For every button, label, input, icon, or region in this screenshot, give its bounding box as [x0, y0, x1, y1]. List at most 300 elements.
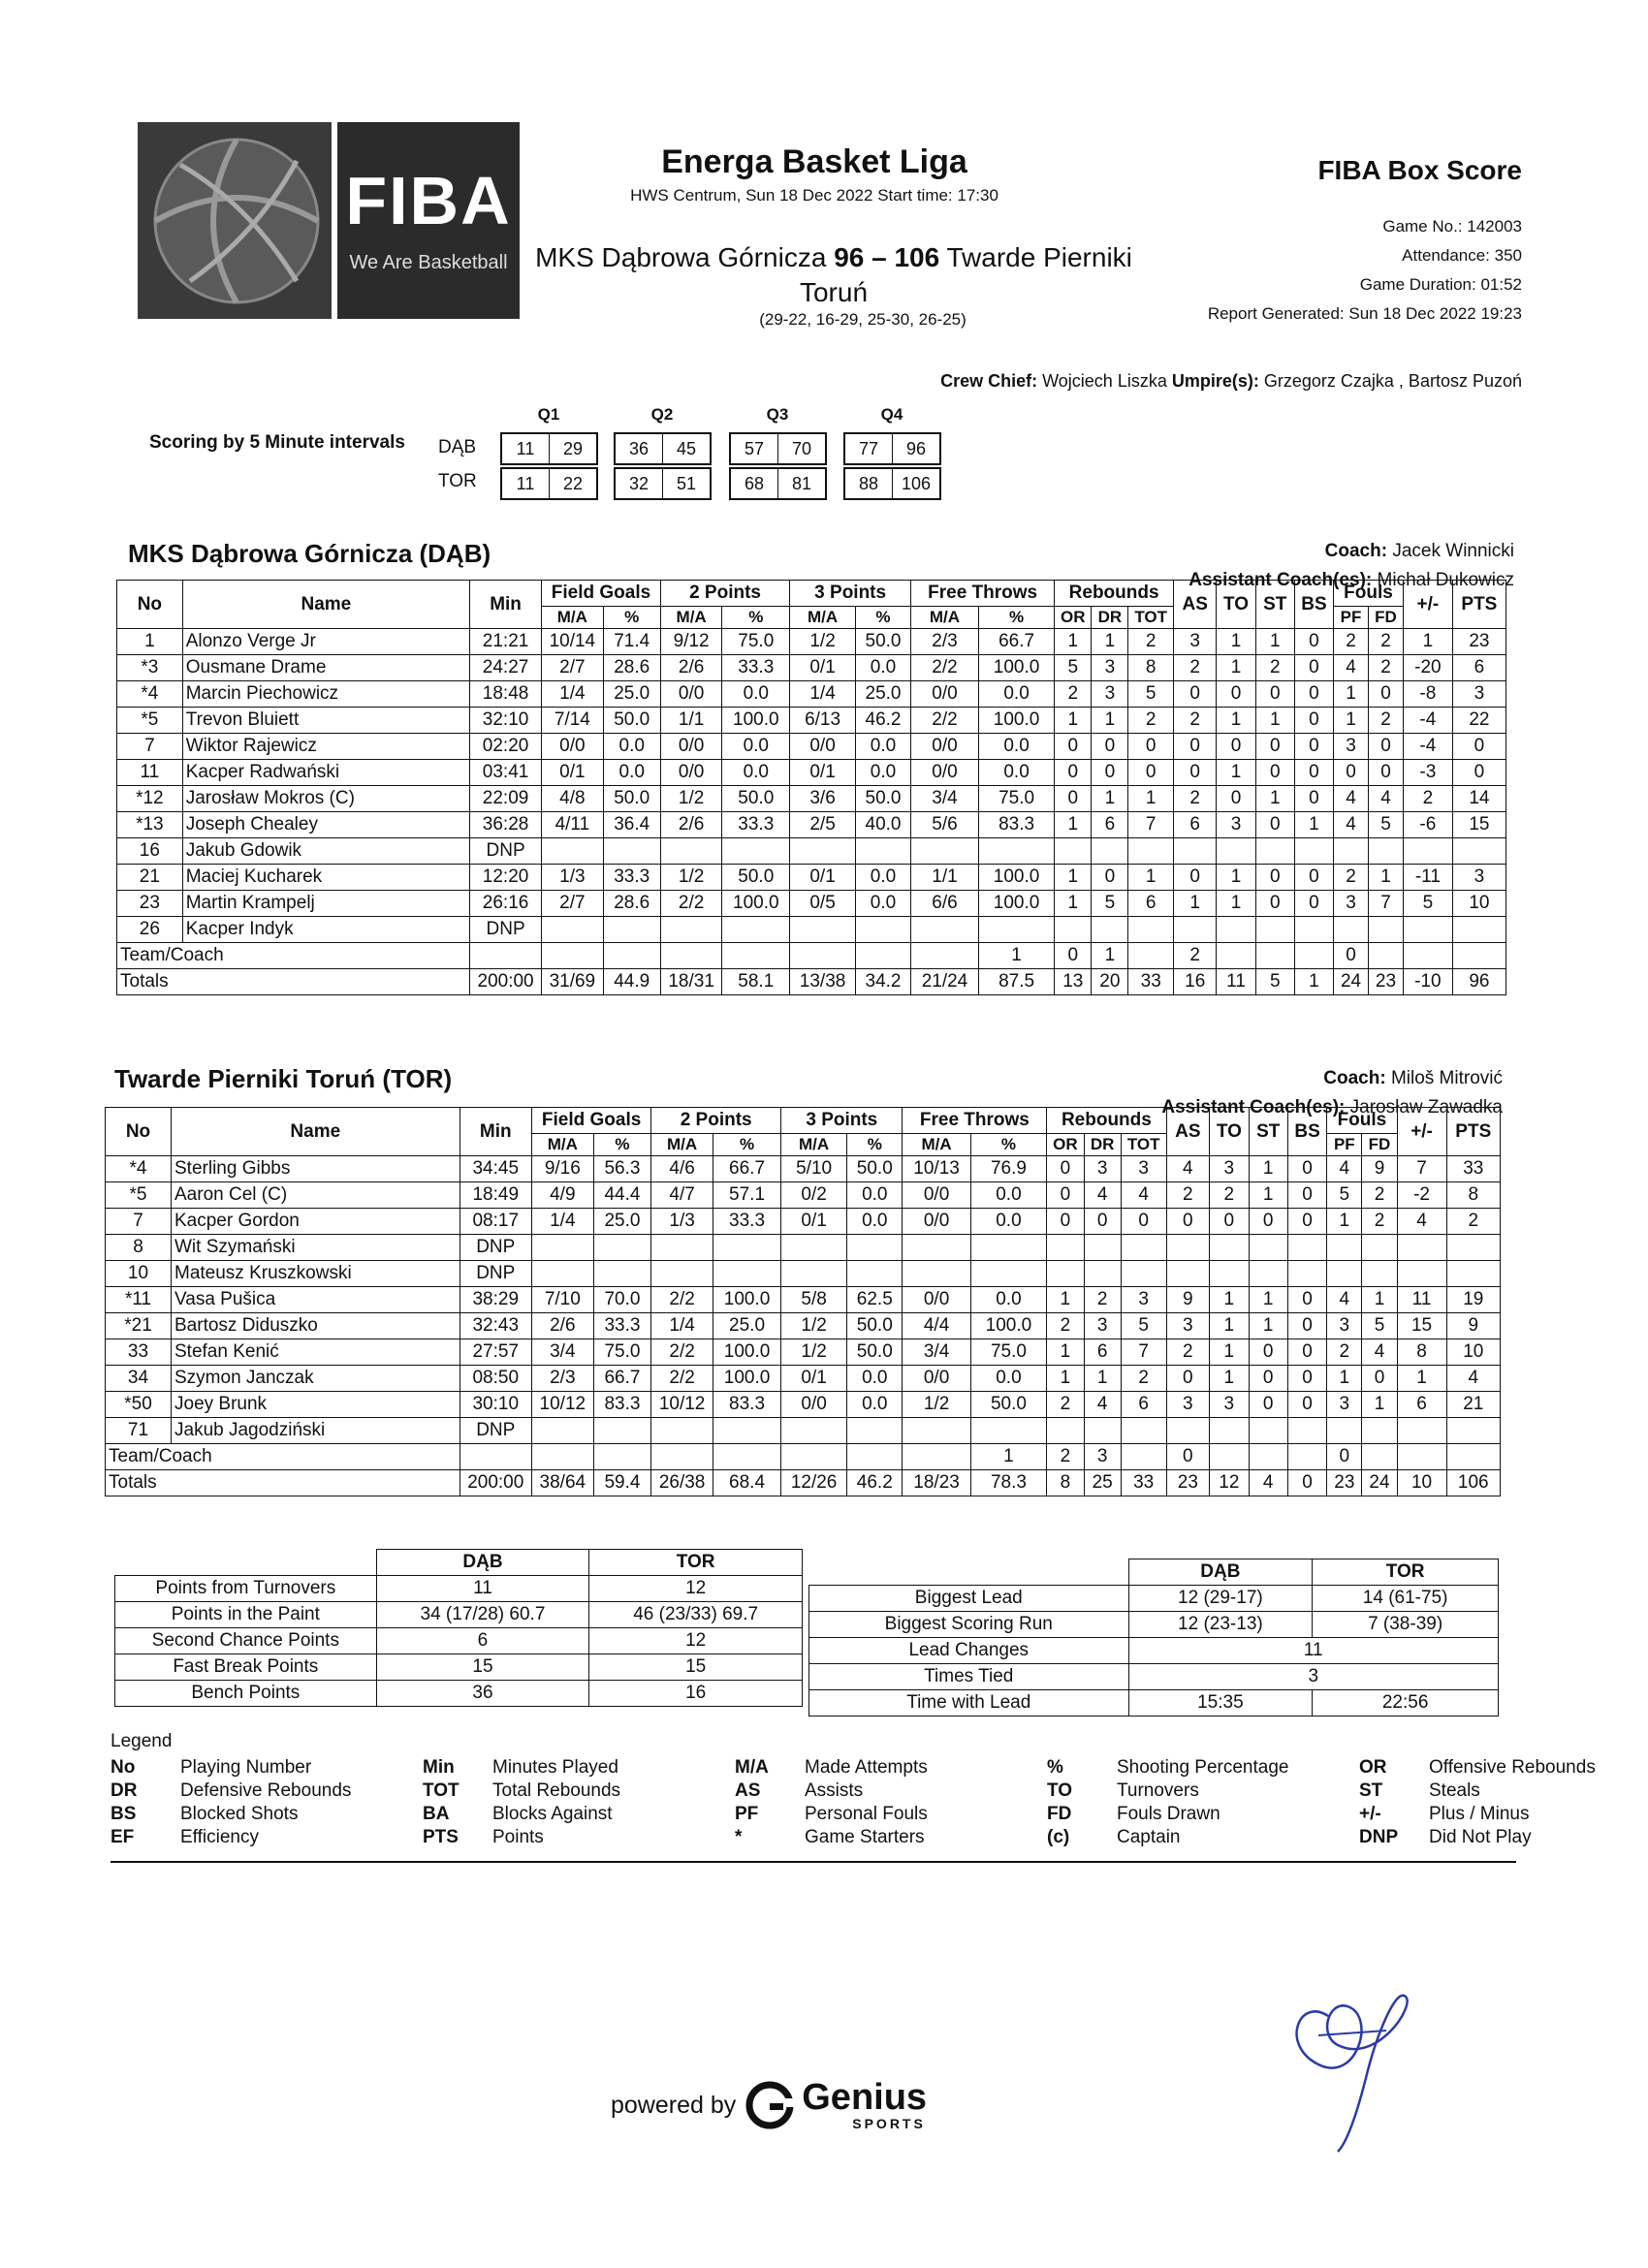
interval-box: [614, 432, 712, 465]
cell: 0: [1369, 681, 1404, 708]
match-line-1: MKS Dąbrowa Górnicza 96 – 106 Twarde Pierniki: [535, 242, 1132, 272]
cell: 11: [117, 760, 183, 786]
cell: 2: [1362, 1182, 1397, 1209]
team1-box-score: [116, 580, 1506, 995]
team1-title: MKS Dąbrowa Górnicza (DĄB): [128, 539, 491, 568]
cell: 2: [1128, 629, 1174, 655]
cell: Kacper Indyk: [182, 917, 469, 943]
cell: 23: [117, 891, 183, 917]
cell: 10/14: [542, 629, 603, 655]
cell: 0: [1287, 1392, 1326, 1418]
cell: 0/0: [903, 1366, 970, 1392]
cell: [1369, 838, 1404, 865]
cell: [1055, 838, 1092, 865]
cell: 1/1: [911, 865, 979, 891]
legend-item: ST Steals: [1359, 1780, 1480, 1801]
cell: 3: [1452, 865, 1505, 891]
cell: 2/2: [911, 708, 979, 734]
crew-chief: Wojciech Liszka: [1042, 371, 1167, 391]
cell: 4: [1397, 1209, 1446, 1235]
interval-value: 88: [858, 474, 879, 493]
cell: -4: [1403, 708, 1452, 734]
cell: 0/1: [781, 1366, 847, 1392]
cell: 50.0: [970, 1392, 1047, 1418]
cell: 100.0: [978, 708, 1054, 734]
cell: 1: [1210, 1287, 1249, 1313]
interval-box: [729, 467, 827, 500]
cell: *11: [106, 1287, 172, 1313]
cell: Jakub Jagodziński: [172, 1418, 460, 1444]
cell: 1: [1128, 786, 1174, 812]
genius-logo-icon: [745, 2081, 794, 2129]
cell: Sterling Gibbs: [172, 1156, 460, 1182]
cell: 2: [1166, 1339, 1210, 1366]
cell: 1: [1055, 629, 1092, 655]
cell: 4: [1121, 1182, 1166, 1209]
cell: 3: [1173, 629, 1216, 655]
cell: 0/1: [790, 760, 856, 786]
cell: 1: [1255, 708, 1294, 734]
cell: 2: [1327, 1339, 1362, 1366]
cell: 0/0: [903, 1182, 970, 1209]
cell: 6: [1452, 655, 1505, 681]
cell: 5: [1092, 891, 1128, 917]
cell: 7/14: [542, 708, 603, 734]
cell: 1: [1249, 1182, 1287, 1209]
cell: 9: [1362, 1156, 1397, 1182]
cell: 2/2: [911, 655, 979, 681]
cell: 1: [1128, 865, 1174, 891]
cell: 5: [1369, 812, 1404, 838]
interval-value: 70: [777, 434, 825, 463]
cell: 1: [1255, 786, 1294, 812]
cell: 32:43: [460, 1313, 531, 1339]
cell: 9/12: [660, 629, 721, 655]
player-row: [106, 1209, 1501, 1235]
cell: DNP: [460, 1418, 531, 1444]
cell: 5: [1121, 1313, 1166, 1339]
cell: 75.0: [593, 1339, 651, 1366]
cell: 38:29: [460, 1287, 531, 1313]
legend-item: DNP Did Not Play: [1359, 1827, 1532, 1847]
cell: 10: [1452, 891, 1505, 917]
player-row: [117, 708, 1506, 734]
cell: 6: [1084, 1339, 1121, 1366]
cell: 0/0: [790, 734, 856, 760]
cell: 9: [1446, 1313, 1500, 1339]
interval-value: 45: [662, 434, 710, 463]
player-row: [106, 1392, 1501, 1418]
cell: 6: [1397, 1392, 1446, 1418]
cell: 1: [1403, 629, 1452, 655]
league-title: Energa Basket Liga: [661, 143, 967, 180]
legend-item: Min Minutes Played: [423, 1757, 618, 1778]
cell: 4/9: [531, 1182, 593, 1209]
interval-value: 22: [549, 469, 596, 498]
interval-value: 68: [744, 474, 765, 493]
cell: 3: [1452, 681, 1505, 708]
cell: 0: [1092, 734, 1128, 760]
cell: Kacper Radwański: [182, 760, 469, 786]
cell: 2/7: [542, 891, 603, 917]
cell: 57.1: [713, 1182, 780, 1209]
cell: Jakub Gdowik: [182, 838, 469, 865]
cell: [1047, 1261, 1084, 1287]
cell: [1294, 917, 1333, 943]
cell: 0: [1210, 1209, 1249, 1235]
cell: 2: [1128, 708, 1174, 734]
report-generated: Report Generated: Sun 18 Dec 2022 19:23: [1207, 304, 1522, 323]
cell: 3/4: [903, 1339, 970, 1366]
cell: [1452, 917, 1505, 943]
cell: 0.0: [847, 1392, 903, 1418]
player-row: [106, 1339, 1501, 1366]
cell: 1/4: [531, 1209, 593, 1235]
cell: 27:57: [460, 1339, 531, 1366]
header-row-2: M/A % M/A % M/A % M/A % OR DR TOT PF FD: [117, 607, 1506, 629]
cell: Mateusz Kruszkowski: [172, 1261, 460, 1287]
player-row: [117, 891, 1506, 917]
legend-item: (c) Captain: [1047, 1827, 1181, 1847]
cell: 0.0: [847, 1209, 903, 1235]
cell: [1166, 1235, 1210, 1261]
cell: [1121, 1235, 1166, 1261]
cell: 1: [1047, 1366, 1084, 1392]
cell: *13: [117, 812, 183, 838]
team2-assistant: Assistant Coach(es): Jarosław Zawadka: [1161, 1097, 1503, 1118]
cell: [1047, 1235, 1084, 1261]
cell: DNP: [460, 1261, 531, 1287]
game-number: Game No.: 142003: [1382, 217, 1522, 236]
cell: 1/4: [651, 1313, 713, 1339]
cell: 0: [1055, 760, 1092, 786]
player-row: [106, 1182, 1501, 1209]
cell: 0: [1249, 1339, 1287, 1366]
cell: 0: [1166, 1366, 1210, 1392]
interval-value: 106: [892, 469, 939, 498]
cell: 0: [1287, 1313, 1326, 1339]
cell: [722, 838, 790, 865]
cell: *4: [117, 681, 183, 708]
cell: 0: [1294, 629, 1333, 655]
cell: [790, 917, 856, 943]
cell: [1173, 917, 1216, 943]
cell: -3: [1403, 760, 1452, 786]
cell: 0: [1334, 760, 1369, 786]
cell: 1: [1210, 1339, 1249, 1366]
cell: [1294, 838, 1333, 865]
cell: 1: [1249, 1156, 1287, 1182]
cell: 0/5: [790, 891, 856, 917]
cell: 50.0: [847, 1339, 903, 1366]
interval-team-2: TOR: [438, 471, 477, 491]
totals-row: Totals 200:00 31/69 44.9 18/31 58.1 13/38 34.2 21/24 87.5 13 20 33 16 11 5 1 24 23 -10 96: [117, 969, 1506, 995]
cell: 3: [1092, 681, 1128, 708]
cell: 5: [1055, 655, 1092, 681]
cell: 1: [1092, 786, 1128, 812]
cell: 2: [1173, 708, 1216, 734]
cell: [1249, 1235, 1287, 1261]
cell: 5/8: [781, 1287, 847, 1313]
cell: 33.3: [722, 655, 790, 681]
cell: 0: [1287, 1339, 1326, 1366]
cell: [1084, 1235, 1121, 1261]
cell: [855, 838, 910, 865]
cell: [1446, 1235, 1500, 1261]
cell: 71.4: [603, 629, 660, 655]
cell: [1397, 1261, 1446, 1287]
cell: DNP: [460, 1235, 531, 1261]
header-row-1: No Name Min Field Goals 2 Points 3 Points Free Throws Rebounds AS TO ST BS Fouls +/- PTS: [117, 581, 1506, 607]
cell: 4: [1327, 1156, 1362, 1182]
cell: 1: [1327, 1209, 1362, 1235]
interval-q-label: Q1: [537, 405, 560, 424]
cell: 0: [1452, 760, 1505, 786]
interval-value: 51: [662, 469, 710, 498]
cell: Aaron Cel (C): [172, 1182, 460, 1209]
cell: 0: [1287, 1156, 1326, 1182]
cell: 4: [1084, 1182, 1121, 1209]
cell: 10: [1446, 1339, 1500, 1366]
cell: [1403, 917, 1452, 943]
legend-item: TO Turnovers: [1047, 1780, 1199, 1801]
cell: [911, 917, 979, 943]
cell: [1362, 1261, 1397, 1287]
cell: 1: [1217, 708, 1255, 734]
team2-title: Twarde Pierniki Toruń (TOR): [114, 1064, 453, 1093]
legend: [111, 1756, 1596, 1863]
cell: 3: [1084, 1156, 1121, 1182]
cell: 22:09: [470, 786, 542, 812]
cell: 0.0: [855, 655, 910, 681]
cell: 4: [1362, 1339, 1397, 1366]
cell: Vasa Pušica: [172, 1287, 460, 1313]
cell: [781, 1235, 847, 1261]
player-row: [117, 865, 1506, 891]
cell: 2: [1334, 865, 1369, 891]
cell: [531, 1261, 593, 1287]
cell: [847, 1235, 903, 1261]
cell: 21: [1446, 1392, 1500, 1418]
cell: 2/3: [911, 629, 979, 655]
interval-team-1: DĄB: [438, 437, 477, 457]
cell: 0: [1255, 681, 1294, 708]
cell: [713, 1261, 780, 1287]
cell: 2: [1446, 1209, 1500, 1235]
cell: 3: [1334, 734, 1369, 760]
cell: 9: [1166, 1287, 1210, 1313]
cell: [660, 838, 721, 865]
legend-title: Legend: [111, 1731, 173, 1751]
cell: 2: [1369, 708, 1404, 734]
cell: 0.0: [970, 1287, 1047, 1313]
team-coach-row: Team/Coach 1 0 1 2 0: [117, 943, 1506, 969]
cell: 1: [1047, 1339, 1084, 1366]
cell: 1/4: [542, 681, 603, 708]
legend-column: [423, 1756, 715, 1849]
cell: 0: [1249, 1209, 1287, 1235]
cell: 1: [1334, 681, 1369, 708]
legend-item: AS Assists: [735, 1780, 864, 1801]
cell: 0.0: [978, 760, 1054, 786]
cell: 0.0: [722, 760, 790, 786]
cell: 0: [1055, 734, 1092, 760]
cell: 2/2: [651, 1339, 713, 1366]
logo-tagline: We Are Basketball: [349, 252, 508, 273]
legend-item: * Game Starters: [735, 1827, 925, 1847]
cell: 6: [1092, 812, 1128, 838]
cell: 44.4: [593, 1182, 651, 1209]
cell: 1: [1210, 1366, 1249, 1392]
cell: 4/8: [542, 786, 603, 812]
cell: 66.7: [593, 1366, 651, 1392]
cell: 0: [1287, 1182, 1326, 1209]
cell: 4/6: [651, 1156, 713, 1182]
cell: [1327, 1261, 1362, 1287]
cell: 0/2: [781, 1182, 847, 1209]
cell: 100.0: [978, 655, 1054, 681]
cell: 46.2: [855, 708, 910, 734]
cell: 3: [1166, 1313, 1210, 1339]
cell: 5: [1128, 681, 1174, 708]
team-stats-row: Points in the Paint 34 (17/28) 60.7 46 (23/33) 69.7: [115, 1602, 803, 1628]
cell: [1446, 1261, 1500, 1287]
cell: 0: [1166, 1209, 1210, 1235]
cell: [542, 917, 603, 943]
cell: [531, 1235, 593, 1261]
cell: 100.0: [713, 1287, 780, 1313]
cell: Maciej Kucharek: [182, 865, 469, 891]
cell: 8: [1128, 655, 1174, 681]
intervals-label: Scoring by 5 Minute intervals: [149, 432, 405, 453]
cell: [1055, 917, 1092, 943]
cell: 100.0: [970, 1313, 1047, 1339]
interval-q-label: Q3: [766, 405, 789, 424]
cell: 1: [1084, 1366, 1121, 1392]
cell: [651, 1418, 713, 1444]
cell: [1446, 1418, 1500, 1444]
cell: [1217, 917, 1255, 943]
cell: [1084, 1418, 1121, 1444]
cell: [1255, 838, 1294, 865]
cell: 0.0: [970, 1366, 1047, 1392]
cell: [1403, 838, 1452, 865]
match-title: [514, 240, 1154, 310]
cell: 100.0: [978, 865, 1054, 891]
cell: 3: [1327, 1313, 1362, 1339]
cell: 6/13: [790, 708, 856, 734]
cell: 100.0: [713, 1339, 780, 1366]
cell: 1: [1397, 1366, 1446, 1392]
player-row: [106, 1313, 1501, 1339]
cell: 18:48: [470, 681, 542, 708]
cell: 0: [1255, 734, 1294, 760]
cell: 11: [1397, 1287, 1446, 1313]
cell: 2/6: [660, 655, 721, 681]
cell: 0.0: [855, 734, 910, 760]
cell: 0/0: [911, 734, 979, 760]
cell: Trevon Bluiett: [182, 708, 469, 734]
cell: 1: [1173, 891, 1216, 917]
cell: Kacper Gordon: [172, 1209, 460, 1235]
cell: Bartosz Diduszko: [172, 1313, 460, 1339]
logo-brand: FIBA: [345, 163, 512, 238]
cell: 4: [1334, 655, 1369, 681]
cell: [1327, 1235, 1362, 1261]
cell: 0: [1255, 812, 1294, 838]
cell: [1255, 917, 1294, 943]
cell: 5/10: [781, 1156, 847, 1182]
cell: 34:45: [460, 1156, 531, 1182]
cell: 7: [117, 734, 183, 760]
cell: 62.5: [847, 1287, 903, 1313]
cell: 3: [1210, 1156, 1249, 1182]
player-row: [117, 760, 1506, 786]
cell: 2: [1047, 1392, 1084, 1418]
team-stats-row: Second Chance Points 6 12: [115, 1628, 803, 1654]
cell: DNP: [470, 838, 542, 865]
cell: [903, 1418, 970, 1444]
cell: 2: [1369, 629, 1404, 655]
player-row: [117, 838, 1506, 865]
cell: 0/1: [781, 1209, 847, 1235]
cell: *21: [106, 1313, 172, 1339]
cell: 0: [1255, 891, 1294, 917]
cell: Joey Brunk: [172, 1392, 460, 1418]
cell: [651, 1235, 713, 1261]
cell: -6: [1403, 812, 1452, 838]
cell: 1: [1055, 708, 1092, 734]
header-row-2: M/A % M/A % M/A % M/A % OR DR TOT PF FD: [106, 1134, 1501, 1156]
cell: 8: [1397, 1339, 1446, 1366]
cell: 19: [1446, 1287, 1500, 1313]
interval-value: 57: [744, 439, 765, 458]
cell: [1173, 838, 1216, 865]
cell: [593, 1261, 651, 1287]
cell: 5/6: [911, 812, 979, 838]
cell: 50.0: [855, 629, 910, 655]
cell: 83.3: [593, 1392, 651, 1418]
cell: [1287, 1235, 1326, 1261]
cell: [593, 1418, 651, 1444]
cell: [531, 1418, 593, 1444]
cell: 21:21: [470, 629, 542, 655]
cell: 4/7: [651, 1182, 713, 1209]
cell: 4: [1369, 786, 1404, 812]
cell: [713, 1235, 780, 1261]
cell: [713, 1418, 780, 1444]
cell: 0.0: [847, 1182, 903, 1209]
cell: 50.0: [855, 786, 910, 812]
cell: 25.0: [855, 681, 910, 708]
team2-coach: Coach: Miloš Mitrović: [1323, 1068, 1503, 1088]
cell: [911, 838, 979, 865]
cell: 0: [1047, 1156, 1084, 1182]
cell: [542, 838, 603, 865]
cell: [1249, 1418, 1287, 1444]
cell: [970, 1235, 1047, 1261]
cell: 4: [1334, 812, 1369, 838]
cell: [847, 1261, 903, 1287]
cell: [1397, 1418, 1446, 1444]
cell: [603, 838, 660, 865]
cell: 2/5: [790, 812, 856, 838]
cell: 0: [1249, 1392, 1287, 1418]
cell: 08:17: [460, 1209, 531, 1235]
cell: 4: [1084, 1392, 1121, 1418]
cell: [1287, 1261, 1326, 1287]
cell: 4/11: [542, 812, 603, 838]
